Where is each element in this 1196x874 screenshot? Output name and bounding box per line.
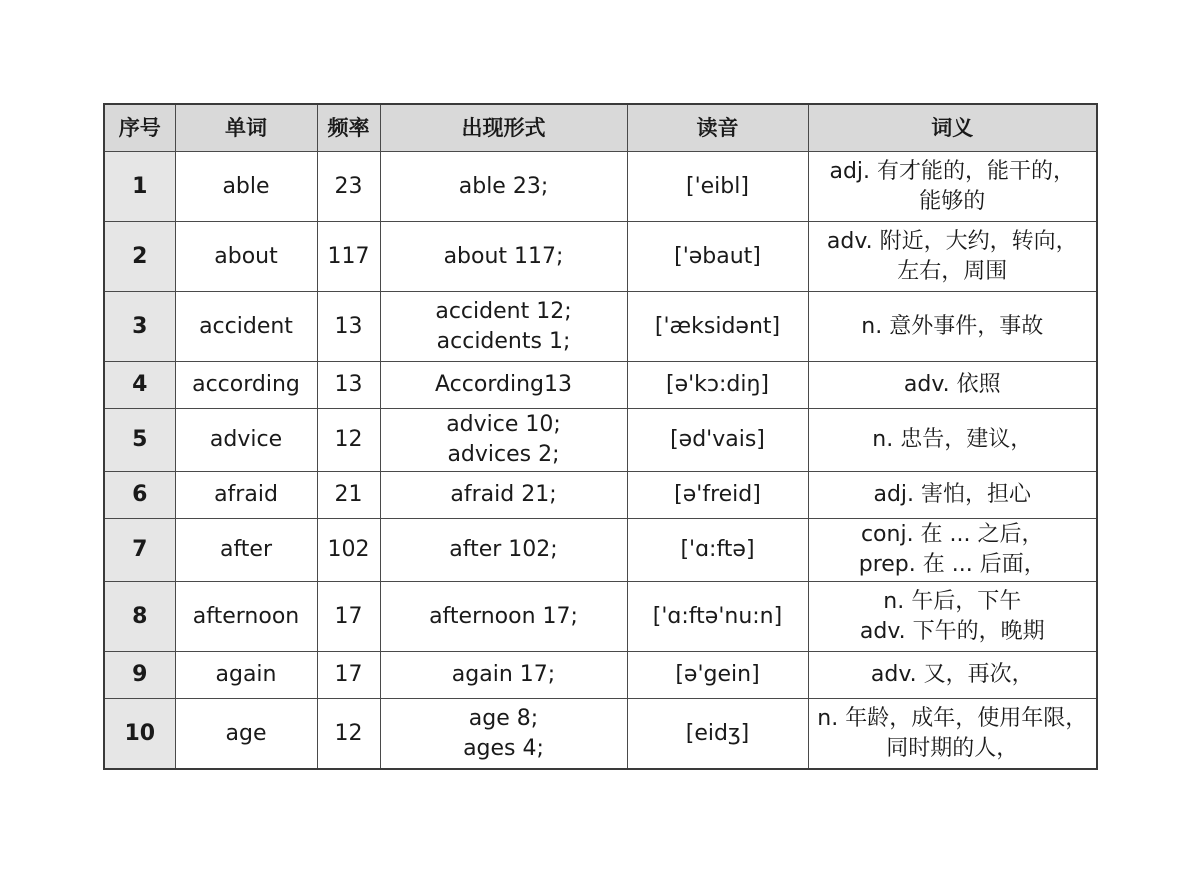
row-word: accident bbox=[175, 292, 317, 362]
table-row bbox=[104, 292, 1097, 362]
table-row bbox=[104, 652, 1097, 699]
row-index: 1 bbox=[104, 152, 175, 222]
row-index: 7 bbox=[104, 519, 175, 582]
row-meaning bbox=[808, 152, 1097, 222]
row-forms bbox=[380, 472, 627, 519]
form-line: after 102; bbox=[449, 537, 558, 562]
header-index: 序号 bbox=[104, 104, 175, 152]
row-meaning bbox=[808, 409, 1097, 472]
row-forms bbox=[380, 152, 627, 222]
row-forms bbox=[380, 582, 627, 652]
row-pronunciation: ['əbaut] bbox=[627, 222, 808, 292]
row-meaning bbox=[808, 519, 1097, 582]
row-frequency: 21 bbox=[317, 472, 380, 519]
table-row bbox=[104, 222, 1097, 292]
row-word: advice bbox=[175, 409, 317, 472]
row-frequency: 117 bbox=[317, 222, 380, 292]
meaning-line: n. 午后，下午 bbox=[883, 588, 1022, 614]
meaning-line: n. 年龄，成年，使用年限， bbox=[817, 705, 1088, 731]
row-word: afternoon bbox=[175, 582, 317, 652]
meaning-line: adv. 又，再次， bbox=[870, 662, 1034, 687]
row-pronunciation: ['ɑ:ftə'nu:n] bbox=[627, 582, 808, 652]
row-frequency: 17 bbox=[317, 652, 380, 699]
row-index: 6 bbox=[104, 472, 175, 519]
meaning-line: conj. 在 ... 之后， bbox=[860, 522, 1044, 547]
row-meaning bbox=[808, 292, 1097, 362]
row-frequency: 17 bbox=[317, 582, 380, 652]
form-line: ages 4; bbox=[463, 735, 544, 761]
row-forms bbox=[380, 699, 627, 770]
row-pronunciation: [ə'freid] bbox=[627, 472, 808, 519]
row-word: again bbox=[175, 652, 317, 699]
row-forms bbox=[380, 292, 627, 362]
header-forms: 出现形式 bbox=[380, 104, 627, 152]
meaning-line: adv. 附近，大约，转向， bbox=[826, 228, 1078, 254]
meaning-line: adv. 依照 bbox=[903, 372, 1001, 397]
row-meaning bbox=[808, 699, 1097, 770]
row-pronunciation: [ə'kɔ:diŋ] bbox=[627, 362, 808, 409]
form-line: According13 bbox=[435, 372, 572, 397]
header-row bbox=[104, 104, 1097, 152]
row-pronunciation: [ə'gein] bbox=[627, 652, 808, 699]
row-frequency: 23 bbox=[317, 152, 380, 222]
row-forms bbox=[380, 409, 627, 472]
meaning-line: adv. 下午的，晚期 bbox=[859, 618, 1045, 644]
meaning-line: 同时期的人， bbox=[886, 735, 1019, 761]
row-word: after bbox=[175, 519, 317, 582]
row-forms bbox=[380, 362, 627, 409]
table-row bbox=[104, 472, 1097, 519]
table-row bbox=[104, 362, 1097, 409]
row-forms bbox=[380, 519, 627, 582]
form-line: accidents 1; bbox=[436, 328, 571, 354]
form-line: accident 12; bbox=[435, 298, 572, 324]
row-meaning bbox=[808, 652, 1097, 699]
row-word: afraid bbox=[175, 472, 317, 519]
header-meaning: 词义 bbox=[808, 104, 1097, 152]
row-index: 4 bbox=[104, 362, 175, 409]
vocabulary-table bbox=[103, 103, 1098, 770]
form-line: advices 2; bbox=[447, 442, 560, 467]
table-row bbox=[104, 582, 1097, 652]
header-frequency: 频率 bbox=[317, 104, 380, 152]
form-line: afternoon 17; bbox=[429, 603, 578, 629]
row-word: about bbox=[175, 222, 317, 292]
table-row bbox=[104, 699, 1097, 770]
form-line: afraid 21; bbox=[450, 482, 557, 507]
row-pronunciation: ['æksidənt] bbox=[627, 292, 808, 362]
row-frequency: 13 bbox=[317, 362, 380, 409]
row-frequency: 12 bbox=[317, 409, 380, 472]
meaning-line: prep. 在 ... 后面， bbox=[858, 552, 1046, 577]
meaning-line: n. 意外事件，事故 bbox=[861, 313, 1044, 339]
row-pronunciation: ['eibl] bbox=[627, 152, 808, 222]
row-index: 8 bbox=[104, 582, 175, 652]
row-meaning bbox=[808, 582, 1097, 652]
table-row bbox=[104, 409, 1097, 472]
table-row bbox=[104, 519, 1097, 582]
row-index: 2 bbox=[104, 222, 175, 292]
form-line: advice 10; bbox=[446, 412, 561, 437]
row-word: able bbox=[175, 152, 317, 222]
form-line: age 8; bbox=[468, 705, 539, 731]
header-word: 单词 bbox=[175, 104, 317, 152]
form-line: able 23; bbox=[458, 173, 549, 199]
row-forms bbox=[380, 222, 627, 292]
meaning-line: 左右，周围 bbox=[897, 258, 1008, 284]
row-word: age bbox=[175, 699, 317, 770]
row-forms bbox=[380, 652, 627, 699]
row-index: 10 bbox=[104, 699, 175, 770]
header-pronunciation: 读音 bbox=[627, 104, 808, 152]
meaning-line: adj. 害怕，担心 bbox=[873, 482, 1032, 507]
row-pronunciation: [əd'vais] bbox=[627, 409, 808, 472]
row-meaning bbox=[808, 362, 1097, 409]
table-row bbox=[104, 152, 1097, 222]
row-pronunciation: [eidʒ] bbox=[627, 699, 808, 770]
row-meaning bbox=[808, 222, 1097, 292]
row-index: 3 bbox=[104, 292, 175, 362]
row-index: 9 bbox=[104, 652, 175, 699]
row-frequency: 12 bbox=[317, 699, 380, 770]
form-line: about 117; bbox=[443, 243, 564, 269]
meaning-line: 能够的 bbox=[919, 188, 986, 214]
row-pronunciation: ['ɑ:ftə] bbox=[627, 519, 808, 582]
row-word: according bbox=[175, 362, 317, 409]
row-meaning bbox=[808, 472, 1097, 519]
row-frequency: 102 bbox=[317, 519, 380, 582]
row-frequency: 13 bbox=[317, 292, 380, 362]
row-index: 5 bbox=[104, 409, 175, 472]
meaning-line: n. 忠告，建议， bbox=[872, 427, 1033, 452]
form-line: again 17; bbox=[451, 662, 556, 687]
meaning-line: adj. 有才能的，能干的， bbox=[829, 158, 1076, 184]
